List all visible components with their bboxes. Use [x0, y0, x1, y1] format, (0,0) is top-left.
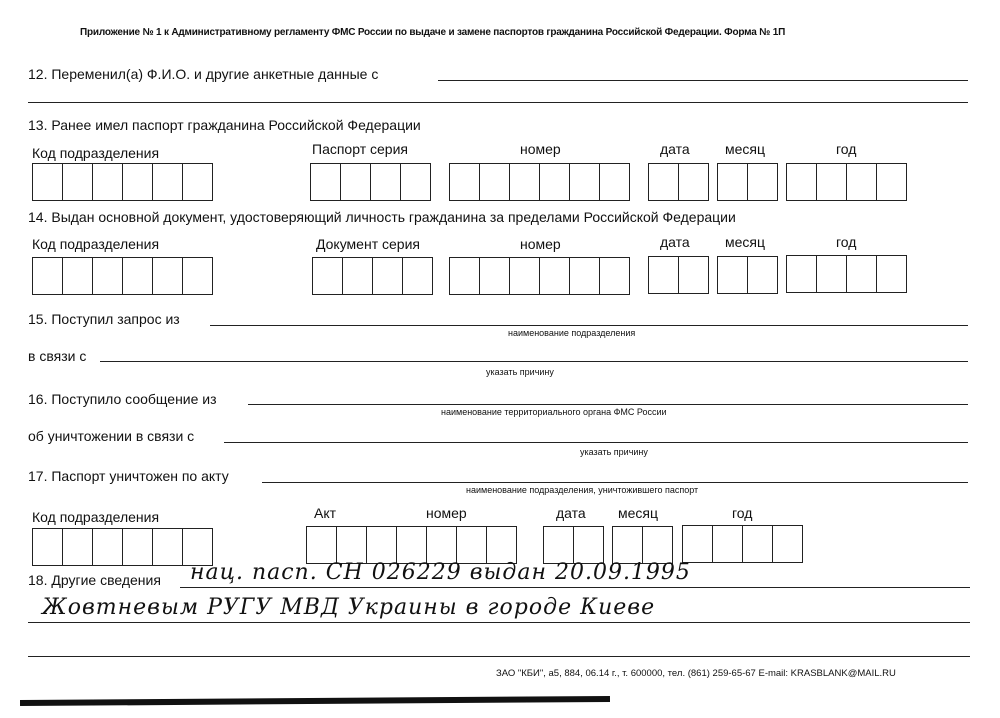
- s12-line-2[interactable]: [28, 102, 968, 103]
- s18-line-2[interactable]: [28, 622, 970, 623]
- s13-label: 13. Ранее имел паспорт гражданина Российской Федерации: [28, 117, 421, 133]
- s13-day-boxes[interactable]: [648, 163, 709, 201]
- s18-handwriting-1: нац. пасп. СН 026229 выдан 20.09.1995: [190, 560, 691, 585]
- s15-reason-line[interactable]: [100, 361, 968, 362]
- s13-number-label: номер: [520, 141, 561, 157]
- s17-year-label: год: [732, 505, 753, 521]
- s13-day-label: дата: [660, 141, 690, 157]
- s14-code-label: Код подразделения: [32, 236, 160, 252]
- s14-code-boxes[interactable]: [32, 257, 213, 295]
- s18-label: 18. Другие сведения: [28, 572, 161, 588]
- s14-year-label: год: [836, 234, 857, 250]
- s13-series-boxes[interactable]: [310, 163, 431, 201]
- s17-day-boxes[interactable]: [543, 526, 604, 564]
- s14-month-boxes[interactable]: [717, 256, 778, 294]
- s12-line[interactable]: [438, 80, 968, 81]
- s17-day-label: дата: [556, 505, 586, 521]
- s17-number-label: номер: [426, 505, 467, 521]
- s16-label: 16. Поступило сообщение из: [28, 391, 217, 407]
- s16-reason-line[interactable]: [224, 442, 968, 443]
- s16-reason-label: об уничтожении в связи с: [28, 428, 195, 444]
- s16-reason-caption: указать причину: [580, 447, 648, 457]
- s14-day-boxes[interactable]: [648, 256, 709, 294]
- s14-day-label: дата: [660, 234, 690, 250]
- s17-label: 17. Паспорт уничтожен по акту: [28, 468, 229, 484]
- s13-month-label: месяц: [725, 141, 766, 157]
- s17-act-boxes[interactable]: [306, 526, 517, 564]
- s15-reason-label: в связи с: [28, 348, 87, 364]
- s14-series-boxes[interactable]: [312, 257, 433, 295]
- s15-line[interactable]: [210, 325, 968, 326]
- s17-act-label: Акт: [314, 505, 337, 521]
- s14-month-label: месяц: [725, 234, 766, 250]
- s13-month-boxes[interactable]: [717, 163, 778, 201]
- s17-month-boxes[interactable]: [612, 526, 673, 564]
- s17-code-label: Код подразделения: [32, 509, 160, 525]
- s18-line[interactable]: [180, 587, 970, 588]
- s14-number-boxes[interactable]: [449, 257, 630, 295]
- s15-caption: наименование подразделения: [508, 328, 636, 338]
- s14-year-boxes[interactable]: [786, 255, 907, 293]
- form-header: Приложение № 1 к Административному регламенту ФМС России по выдаче и замене паспортов гражданина Российской Федерации. Форма № 1П: [80, 27, 786, 38]
- s14-label: 14. Выдан основной документ, удостоверяющий личность гражданина за пределами Российской Федерации: [28, 209, 736, 225]
- s15-label: 15. Поступил запрос из: [28, 311, 180, 327]
- s18-line-3[interactable]: [28, 656, 970, 657]
- s13-series-label: Паспорт серия: [312, 141, 408, 157]
- s15-reason-caption: указать причину: [486, 367, 554, 377]
- s17-code-boxes[interactable]: [32, 528, 213, 566]
- s17-caption: наименование подразделения, уничтожившего паспорт: [466, 485, 699, 495]
- s16-line[interactable]: [248, 404, 968, 405]
- s13-code-boxes[interactable]: [32, 163, 213, 201]
- s13-code-label: Код подразделения: [32, 145, 160, 161]
- s14-series-label: Документ серия: [316, 236, 420, 252]
- s18-handwriting-2: Жовтневым РУГУ МВД Украины в городе Киеве: [42, 595, 656, 620]
- footer-imprint: ЗАО "КБИ", а5, 884, 06.14 г., т. 600000, тел. (861) 259-65-67 E-mail: KRASBLANK@MAIL.RU: [496, 668, 896, 679]
- s14-number-label: номер: [520, 236, 561, 252]
- scan-edge-bar: [20, 696, 610, 706]
- s16-caption: наименование территориального органа ФМС России: [441, 407, 667, 417]
- s13-year-label: год: [836, 141, 857, 157]
- s13-year-boxes[interactable]: [786, 163, 907, 201]
- s12-label: 12. Переменил(а) Ф.И.О. и другие анкетные данные с: [28, 66, 379, 82]
- s17-line[interactable]: [262, 482, 968, 483]
- s13-number-boxes[interactable]: [449, 163, 630, 201]
- s17-year-boxes[interactable]: [682, 525, 803, 563]
- s17-month-label: месяц: [618, 505, 659, 521]
